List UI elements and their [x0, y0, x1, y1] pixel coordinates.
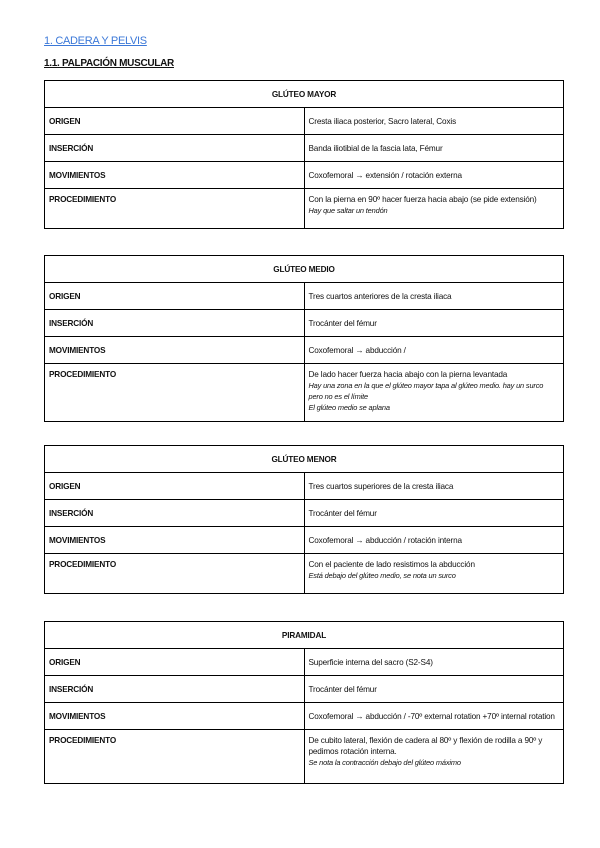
- row-label-movements: MOVIMIENTOS: [45, 337, 305, 364]
- movements-value: Coxofemoral → abducción /: [304, 337, 564, 364]
- table-row-insertion: [45, 310, 564, 337]
- muscle-name: GLÚTEO MEDIO: [45, 256, 564, 283]
- muscle-table-piramidal: [44, 621, 564, 784]
- origin-value: Tres cuartos anteriores de la cresta iliaca: [304, 283, 564, 310]
- row-label-procedure: PROCEDIMIENTO: [45, 730, 305, 784]
- origin-value: Superficie interna del sacro (S2-S4): [304, 649, 564, 676]
- row-label-movements: MOVIMIENTOS: [45, 703, 305, 730]
- row-label-insertion: INSERCIÓN: [45, 310, 305, 337]
- row-label-procedure: PROCEDIMIENTO: [45, 554, 305, 594]
- table-header-row: [45, 446, 564, 473]
- row-label-origin: ORIGEN: [45, 283, 305, 310]
- procedure-note: Hay una zona en la que el glúteo mayor tapa al glúteo medio. hay un surco pero no es el límite: [308, 381, 544, 401]
- table-header-row: [45, 256, 564, 283]
- table-row-insertion: [45, 676, 564, 703]
- row-label-insertion: INSERCIÓN: [45, 135, 305, 162]
- movements-value: Coxofemoral → abducción / rotación interna: [304, 527, 564, 554]
- table-row-origin: [45, 473, 564, 500]
- procedure-note: Está debajo del glúteo medio, se nota un surco: [308, 571, 456, 580]
- procedure-text: De lado hacer fuerza hacia abajo con la pierna levantada: [308, 370, 508, 379]
- section-title[interactable]: 1. CADERA Y PELVIS: [44, 35, 147, 47]
- table-header-row: [45, 81, 564, 108]
- table-row-origin: [45, 649, 564, 676]
- procedure-note: El glúteo medio se aplana: [308, 403, 390, 412]
- row-label-insertion: INSERCIÓN: [45, 676, 305, 703]
- table-row-movements: [45, 162, 564, 189]
- procedure-cell: [304, 730, 564, 784]
- table-header-row: [45, 622, 564, 649]
- insertion-value: Trocánter del fémur: [304, 676, 564, 703]
- muscle-table-gluteo-mayor: [44, 80, 564, 229]
- muscle-name: PIRAMIDAL: [45, 622, 564, 649]
- procedure-text: Con el paciente de lado resistimos la abducción: [308, 560, 475, 569]
- table-row-procedure: [45, 364, 564, 422]
- procedure-note: Hay que saltar un tendón: [308, 206, 388, 215]
- insertion-value: Trocánter del fémur: [304, 310, 564, 337]
- table-row-procedure: [45, 554, 564, 594]
- row-label-movements: MOVIMIENTOS: [45, 162, 305, 189]
- insertion-value: Banda iliotibial de la fascia lata, Fémur: [304, 135, 564, 162]
- muscle-name: GLÚTEO MAYOR: [45, 81, 564, 108]
- row-label-origin: ORIGEN: [45, 108, 305, 135]
- procedure-cell: [304, 554, 564, 594]
- procedure-cell: [304, 364, 564, 422]
- origin-value: Cresta iliaca posterior, Sacro lateral, Coxis: [304, 108, 564, 135]
- movements-value: Coxofemoral → extensión / rotación externa: [304, 162, 564, 189]
- row-label-movements: MOVIMIENTOS: [45, 527, 305, 554]
- procedure-text: De cubito lateral, flexión de cadera al 80º y flexión de rodilla a 90º y pedimos rotación interna.: [308, 736, 543, 756]
- row-label-origin: ORIGEN: [45, 649, 305, 676]
- table-row-origin: [45, 283, 564, 310]
- table-row-movements: [45, 703, 564, 730]
- procedure-cell: [304, 189, 564, 229]
- table-row-procedure: [45, 189, 564, 229]
- muscle-table-gluteo-medio: [44, 255, 564, 422]
- muscle-table-gluteo-menor: [44, 445, 564, 594]
- table-row-insertion: [45, 135, 564, 162]
- subsection-title: 1.1. PALPACIÓN MUSCULAR: [44, 58, 174, 69]
- row-label-procedure: PROCEDIMIENTO: [45, 189, 305, 229]
- table-row-movements: [45, 527, 564, 554]
- insertion-value: Trocánter del fémur: [304, 500, 564, 527]
- muscle-name: GLÚTEO MENOR: [45, 446, 564, 473]
- procedure-note: Se nota la contracción debajo del glúteo máximo: [308, 758, 461, 767]
- row-label-insertion: INSERCIÓN: [45, 500, 305, 527]
- row-label-origin: ORIGEN: [45, 473, 305, 500]
- origin-value: Tres cuartos superiores de la cresta iliaca: [304, 473, 564, 500]
- table-row-origin: [45, 108, 564, 135]
- row-label-procedure: PROCEDIMIENTO: [45, 364, 305, 422]
- table-row-movements: [45, 337, 564, 364]
- procedure-text: Con la pierna en 90º hacer fuerza hacia abajo (se pide extensión): [308, 195, 537, 204]
- movements-value: Coxofemoral → abducción / -70º external rotation +70º internal rotation: [304, 703, 564, 730]
- table-row-insertion: [45, 500, 564, 527]
- table-row-procedure: [45, 730, 564, 784]
